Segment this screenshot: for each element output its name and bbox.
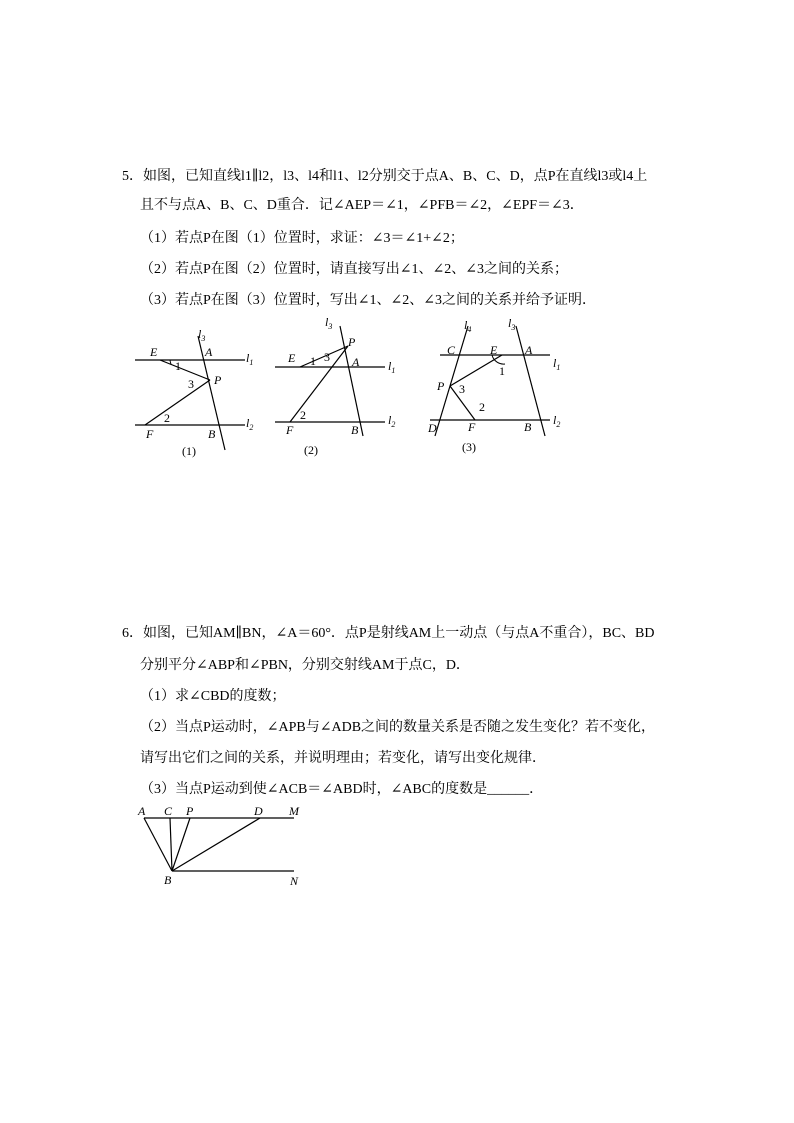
fig1-label-F: F xyxy=(146,427,154,441)
fig2-l3: $l_3$ xyxy=(325,315,333,331)
fig3-label-B: B xyxy=(524,420,532,434)
fig2-l1: $l_1$ xyxy=(388,359,396,375)
figure-3 xyxy=(420,314,570,464)
q6-sub1: （1）求∠CBD的度数； xyxy=(140,689,286,704)
q5-sub2: （2）若点P在图（2）位置时，请直接写出∠1、∠2、∠3之间的关系； xyxy=(140,262,568,277)
fig3-l2: $l_2$ xyxy=(553,413,561,429)
q6-label-M: M xyxy=(289,804,299,818)
fig1-label-B: B xyxy=(208,427,216,441)
fig2-l2: $l_2$ xyxy=(388,413,396,429)
q6-line1: 6．如图，已知AM∥BN，∠A＝60°．点P是射线AM上一动点（与点A不重合），BC、BD xyxy=(122,626,655,641)
fig3-l4: $l_4$ xyxy=(464,318,472,334)
q5-sub3: （3）若点P在图（3）位置时，写出∠1、∠2、∠3之间的关系并给予证明． xyxy=(140,293,596,308)
fig1-angle-3: 3 xyxy=(188,377,194,391)
fig3-label-P: P xyxy=(437,379,445,393)
q6-label-A: A xyxy=(138,804,146,818)
fig2-label-P: P xyxy=(348,335,356,349)
fig1-label-P: P xyxy=(214,373,222,387)
fig3-label-E: E xyxy=(490,343,498,357)
fig1-label-A: A xyxy=(205,345,213,359)
figure-2 xyxy=(270,314,410,464)
fig3-label-F: F xyxy=(468,420,476,434)
fig1-caption: (1) xyxy=(182,444,196,458)
q6-label-C: C xyxy=(164,804,173,818)
fig3-l3: $l_3$ xyxy=(508,316,516,332)
fig1-angle-2: 2 xyxy=(164,411,170,425)
fig2-angle-1: 1 xyxy=(310,354,316,368)
fig2-angle-3: 3 xyxy=(324,350,330,364)
fig2-label-F: F xyxy=(286,423,294,437)
fig3-angle-1: 1 xyxy=(499,364,505,378)
fig1-angle-1: 1 xyxy=(175,359,181,373)
q6-sub2b: 请写出它们之间的关系，并说明理由；若变化，请写出变化规律． xyxy=(140,751,546,766)
fig3-caption: (3) xyxy=(462,440,476,454)
fig2-label-A: A xyxy=(352,355,360,369)
fig3-angle-3: 3 xyxy=(459,382,465,396)
q6-line2: 分别平分∠ABP和∠PBN，分别交射线AM于点C，D． xyxy=(140,658,470,673)
q6-label-B: B xyxy=(164,873,172,887)
fig3-l1: $l_1$ xyxy=(553,356,561,372)
q6-label-D: D xyxy=(254,804,263,818)
fig3-label-A: A xyxy=(525,343,533,357)
fig3-angle-2: 2 xyxy=(479,400,485,414)
q6-label-N: N xyxy=(290,874,299,888)
q5-line2: 且不与点A、B、C、D重合．记∠AEP＝∠1，∠PFB＝∠2，∠EPF＝∠3． xyxy=(140,198,584,213)
fig1-l3: $l_3$ xyxy=(198,327,206,343)
q6-sub2a: （2）当点P运动时，∠APB与∠ADB之间的数量关系是否随之发生变化？若不变化， xyxy=(140,720,656,735)
fig3-label-D: D xyxy=(428,421,437,435)
fig1-l2: $l_2$ xyxy=(246,416,254,432)
figure-1 xyxy=(130,322,270,467)
fig1-label-E: E xyxy=(150,345,158,359)
fig2-angle-2: 2 xyxy=(300,408,306,422)
fig3-label-C: C xyxy=(447,343,456,357)
fig2-label-E: E xyxy=(288,351,296,365)
q5-line1: 5．如图，已知直线l1∥l2，l3、l4和l1、l2分别交于点A、B、C、D，点P在直线l3或l4上 xyxy=(122,169,648,184)
q5-sub1: （1）若点P在图（1）位置时，求证：∠3＝∠1+∠2； xyxy=(140,231,464,246)
q6-sub3: （3）当点P运动到使∠ACB＝∠ABD时，∠ABC的度数是______． xyxy=(140,782,544,797)
q6-figure xyxy=(132,800,312,900)
fig1-l1: $l_1$ xyxy=(246,351,254,367)
fig2-caption: (2) xyxy=(304,443,318,457)
fig2-label-B: B xyxy=(351,423,359,437)
q6-label-P: P xyxy=(186,804,194,818)
